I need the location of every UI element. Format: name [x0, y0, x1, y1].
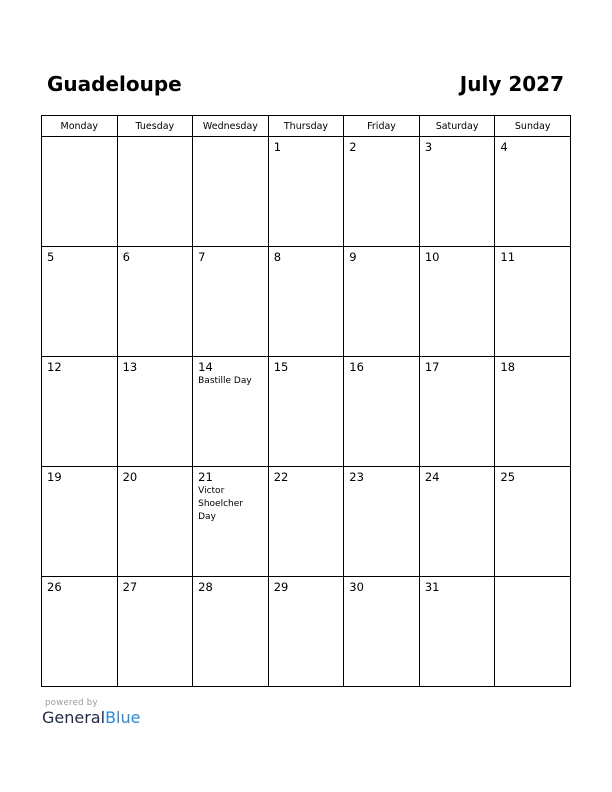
powered-by-text: powered by: [45, 698, 98, 708]
weekday-monday: Monday: [42, 116, 118, 137]
day-cell: [344, 137, 420, 247]
day-cell: [193, 137, 269, 247]
holiday-label: Bastille Day: [198, 376, 252, 386]
day-number: [193, 137, 268, 140]
day-cell: [42, 247, 118, 357]
day-cell: [268, 577, 344, 687]
day-cell: [42, 137, 118, 247]
day-number: 12: [47, 360, 62, 374]
weekday-friday: Friday: [344, 116, 420, 137]
day-number: 2: [349, 140, 357, 154]
region-title: Guadeloupe: [47, 72, 182, 96]
day-cell: [495, 467, 571, 577]
day-number: 15: [273, 360, 289, 374]
day-cell: [117, 577, 193, 687]
day-number: 11: [500, 250, 516, 264]
day-cell: [419, 137, 495, 247]
day-cell: [495, 357, 571, 467]
day-cell: [344, 357, 420, 467]
week-row-5: [42, 577, 571, 687]
day-cell: [268, 467, 344, 577]
day-number: 16: [349, 360, 364, 374]
day-cell: [495, 247, 571, 357]
weekday-saturday: Saturday: [419, 116, 495, 137]
day-number: 18: [500, 360, 516, 374]
day-number: 27: [122, 580, 138, 594]
weekday-sunday: Sunday: [495, 116, 571, 137]
logo-text-general: General: [42, 708, 106, 727]
day-number: 5: [47, 250, 55, 264]
day-number: 7: [198, 250, 206, 264]
month-year-title: July 2027: [459, 72, 564, 96]
day-number: 8: [273, 250, 282, 264]
day-cell-holiday: [193, 357, 269, 467]
day-number: 23: [349, 470, 364, 484]
day-cell: [193, 577, 269, 687]
weekday-wednesday: Wednesday: [193, 116, 269, 137]
day-number: 3: [424, 140, 433, 154]
day-cell: [268, 247, 344, 357]
day-cell: [268, 357, 344, 467]
day-cell: [117, 357, 193, 467]
day-number: 25: [500, 470, 516, 484]
day-cell: [117, 467, 193, 577]
week-row-2: [42, 247, 571, 357]
calendar-grid: [41, 115, 571, 687]
day-cell: [495, 137, 571, 247]
day-cell: [344, 247, 420, 357]
day-number: [495, 577, 570, 580]
day-cell-holiday: [193, 467, 269, 577]
day-cell: [419, 467, 495, 577]
day-number: 4: [500, 140, 508, 154]
day-cell: [42, 577, 118, 687]
day-number: 21: [198, 470, 213, 484]
week-row-1: [42, 137, 571, 247]
day-cell: [193, 247, 269, 357]
day-cell: [268, 137, 344, 247]
day-number: 9: [349, 250, 357, 264]
day-cell: [42, 467, 118, 577]
week-row-4: [42, 467, 571, 577]
day-number: 13: [122, 360, 138, 374]
day-cell: [344, 577, 420, 687]
weekday-thursday: Thursday: [268, 116, 344, 137]
day-cell: [42, 357, 118, 467]
day-number: 1: [273, 140, 282, 154]
day-number: 17: [424, 360, 440, 374]
day-number: 10: [424, 250, 440, 264]
day-cell: [419, 357, 495, 467]
logo-text-blue: Blue: [105, 708, 141, 727]
day-number: [42, 137, 117, 140]
weekday-header-row: [42, 116, 571, 137]
day-number: 26: [47, 580, 62, 594]
day-cell: [419, 247, 495, 357]
day-number: 14: [198, 360, 213, 374]
day-number: [118, 137, 193, 140]
generalblue-logo[interactable]: [42, 708, 140, 728]
day-number: 19: [47, 470, 62, 484]
day-number: 30: [349, 580, 364, 594]
day-number: 20: [122, 470, 138, 484]
day-cell: [344, 467, 420, 577]
day-number: 24: [424, 470, 440, 484]
day-cell: [419, 577, 495, 687]
day-number: 31: [424, 580, 440, 594]
day-number: 29: [273, 580, 289, 594]
day-number: 6: [122, 250, 130, 264]
weekday-tuesday: Tuesday: [117, 116, 193, 137]
day-number: 28: [198, 580, 213, 594]
day-number: 22: [273, 470, 289, 484]
week-row-3: [42, 357, 571, 467]
holiday-label: Victor Shoelcher Day: [198, 486, 243, 522]
day-cell: [117, 137, 193, 247]
day-cell: [495, 577, 571, 687]
day-cell: [117, 247, 193, 357]
